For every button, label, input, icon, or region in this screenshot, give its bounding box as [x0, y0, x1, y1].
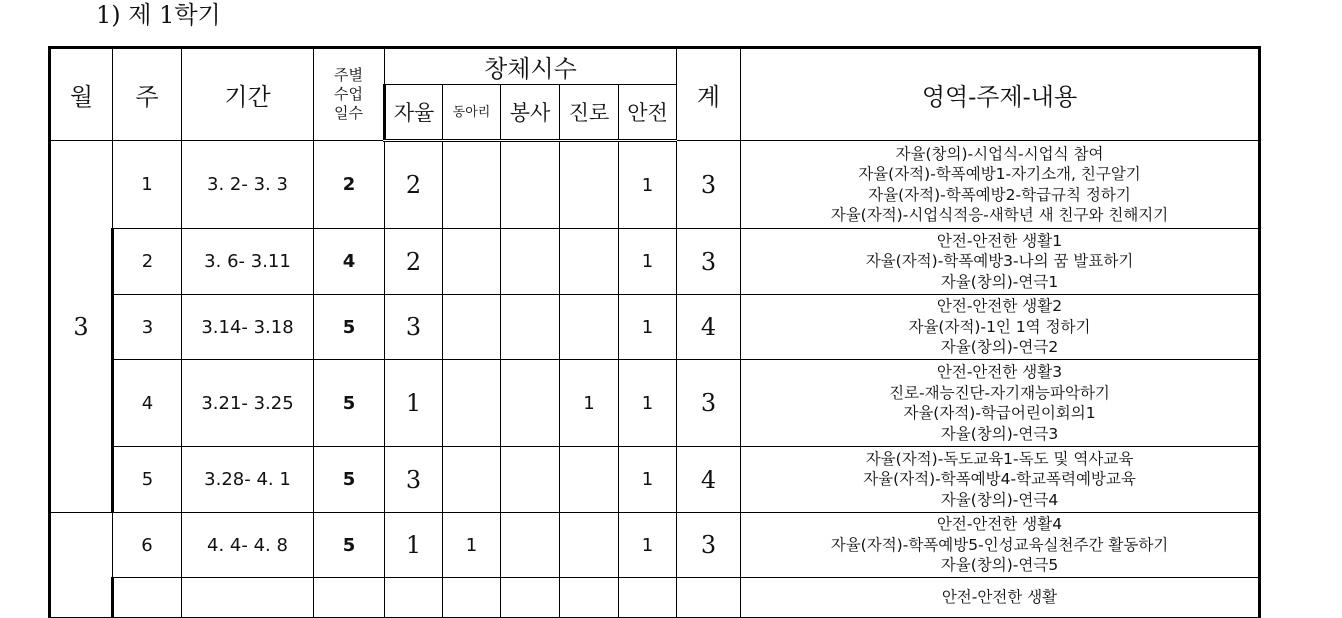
- period-cell: 3.14- 3.18: [182, 295, 314, 360]
- days-cell: [314, 578, 385, 618]
- header-weekly-days-line: 일수: [334, 104, 363, 122]
- month-cell: [50, 513, 113, 618]
- safety-cell: 1: [619, 229, 677, 295]
- autonomy-cell: [385, 578, 443, 618]
- total-cell: 3: [677, 229, 741, 295]
- days-cell: 5: [314, 360, 385, 447]
- week-cell: 5: [113, 447, 182, 513]
- career-cell: [560, 141, 619, 229]
- content-line: 자율(창의)-연극5: [940, 556, 1059, 575]
- autonomy-cell: 1: [385, 360, 443, 447]
- club-cell: [443, 447, 501, 513]
- days-cell: 2: [314, 141, 385, 229]
- autonomy-cell: 1: [385, 513, 443, 578]
- content-line: 자율(자적)-학폭예방1-자기소개, 친구알기: [858, 165, 1141, 183]
- header-activity-hours: 창체시수: [385, 48, 677, 85]
- safety-cell: 1: [619, 360, 677, 447]
- header-weekly-days-line: 수업: [334, 85, 363, 103]
- week-cell: [113, 578, 182, 618]
- volunteer-cell: [501, 578, 560, 618]
- header-volunteer: 봉사: [501, 85, 560, 141]
- career-cell: [560, 295, 619, 360]
- content-line: 자율(자적)-학폭예방5-인성교육실천주간 활동하기: [830, 535, 1169, 554]
- header-week: 주: [113, 48, 182, 141]
- club-cell: 1: [443, 513, 501, 578]
- header-club: 동아리: [443, 85, 501, 141]
- days-cell: 4: [314, 229, 385, 295]
- content-line: 자율(자적)-학폭예방2-학급규칙 정하기: [868, 185, 1131, 204]
- autonomy-cell: 2: [385, 229, 443, 295]
- header-total: 계: [677, 48, 741, 141]
- volunteer-cell: [501, 229, 560, 295]
- autonomy-cell: 2: [385, 141, 443, 229]
- content-line: 진로-재능진단-자기재능파악하기: [889, 383, 1110, 402]
- volunteer-cell: [501, 360, 560, 447]
- total-cell: [677, 578, 741, 618]
- club-cell: [443, 229, 501, 295]
- header-content: 영역-주제-내용: [741, 48, 1260, 141]
- header-weekly-days-line: 주별: [334, 66, 363, 84]
- header-autonomy: 자율: [385, 85, 443, 141]
- week-cell: 4: [113, 360, 182, 447]
- volunteer-cell: [501, 447, 560, 513]
- content-line: 자율(자적)-1인 1역 정하기: [908, 317, 1091, 336]
- period-cell: 3.21- 3.25: [182, 360, 314, 447]
- content-cell: [741, 141, 1260, 229]
- header-month: 월: [50, 48, 113, 141]
- content-cell: [741, 229, 1260, 295]
- period-cell: 3. 2- 3. 3: [182, 141, 314, 229]
- period-cell: [182, 578, 314, 618]
- content-line: 자율(창의)-연극4: [940, 490, 1059, 509]
- content-line: 자율(창의)-연극1: [940, 272, 1059, 291]
- table-row: [50, 295, 1260, 360]
- semester-plan-table: [48, 46, 1261, 618]
- table-row: [50, 360, 1260, 447]
- safety-cell: 1: [619, 295, 677, 360]
- week-cell: 3: [113, 295, 182, 360]
- days-cell: 5: [314, 295, 385, 360]
- header-weekly-days: [314, 48, 385, 141]
- safety-cell: 1: [619, 141, 677, 229]
- content-line: 자율(자적)-독도교육1-독도 및 역사교육: [865, 449, 1134, 468]
- club-cell: [443, 578, 501, 618]
- content-line: 자율(자적)-학폭예방4-학교폭력예방교육: [863, 470, 1136, 489]
- week-cell: 2: [113, 229, 182, 295]
- content-line: 안전-안전한 생활3: [936, 363, 1063, 381]
- volunteer-cell: [501, 513, 560, 578]
- content-line: 자율(창의)-연극2: [940, 338, 1059, 357]
- total-cell: 3: [677, 141, 741, 229]
- content-line: 안전-안전한 생활4: [936, 515, 1063, 534]
- content-line: 안전-안전한 생활1: [936, 231, 1063, 250]
- table-row: [50, 141, 1260, 229]
- content-line: 자율(자적)-시업식적응-새학년 새 친구와 친해지기: [830, 206, 1169, 224]
- days-cell: 5: [314, 447, 385, 513]
- total-cell: 3: [677, 360, 741, 447]
- content-cell: [741, 295, 1260, 360]
- career-cell: 1: [560, 360, 619, 447]
- week-cell: 1: [113, 141, 182, 229]
- career-cell: [560, 513, 619, 578]
- period-cell: 4. 4- 4. 8: [182, 513, 314, 578]
- safety-cell: [619, 578, 677, 618]
- content-line: 자율(창의)-연극3: [940, 424, 1059, 443]
- period-cell: 3. 6- 3.11: [182, 229, 314, 295]
- content-cell: [741, 513, 1260, 578]
- content-cell: [741, 360, 1260, 447]
- period-cell: 3.28- 4. 1: [182, 447, 314, 513]
- table-row: [50, 447, 1260, 513]
- month-cell: 3: [50, 141, 113, 513]
- autonomy-cell: 3: [385, 447, 443, 513]
- career-cell: [560, 578, 619, 618]
- content-line: 안전-안전한 생활: [941, 588, 1058, 607]
- table-row: [50, 513, 1260, 578]
- club-cell: [443, 295, 501, 360]
- club-cell: [443, 360, 501, 447]
- volunteer-cell: [501, 295, 560, 360]
- club-cell: [443, 141, 501, 229]
- section-heading: 1) 제 1학기: [96, 1, 221, 29]
- total-cell: 4: [677, 447, 741, 513]
- content-line: 안전-안전한 생활2: [936, 297, 1063, 316]
- autonomy-cell: 3: [385, 295, 443, 360]
- header-safety: 안전: [619, 85, 677, 141]
- table-row: [50, 578, 1260, 618]
- volunteer-cell: [501, 141, 560, 229]
- safety-cell: 1: [619, 513, 677, 578]
- content-line: 자율(자적)-학폭예방3-나의 꿈 발표하기: [865, 252, 1134, 271]
- content-cell: [741, 447, 1260, 513]
- total-cell: 4: [677, 295, 741, 360]
- content-line: 자율(창의)-시업식-시업식 참여: [895, 144, 1104, 163]
- week-cell: 6: [113, 513, 182, 578]
- header-career: 진로: [560, 85, 619, 141]
- table-row: [50, 229, 1260, 295]
- career-cell: [560, 447, 619, 513]
- career-cell: [560, 229, 619, 295]
- days-cell: 5: [314, 513, 385, 578]
- total-cell: 3: [677, 513, 741, 578]
- header-period: 기간: [182, 48, 314, 141]
- safety-cell: 1: [619, 447, 677, 513]
- content-line: 자율(자적)-학급어린이회의1: [903, 404, 1096, 422]
- content-cell: [741, 578, 1260, 618]
